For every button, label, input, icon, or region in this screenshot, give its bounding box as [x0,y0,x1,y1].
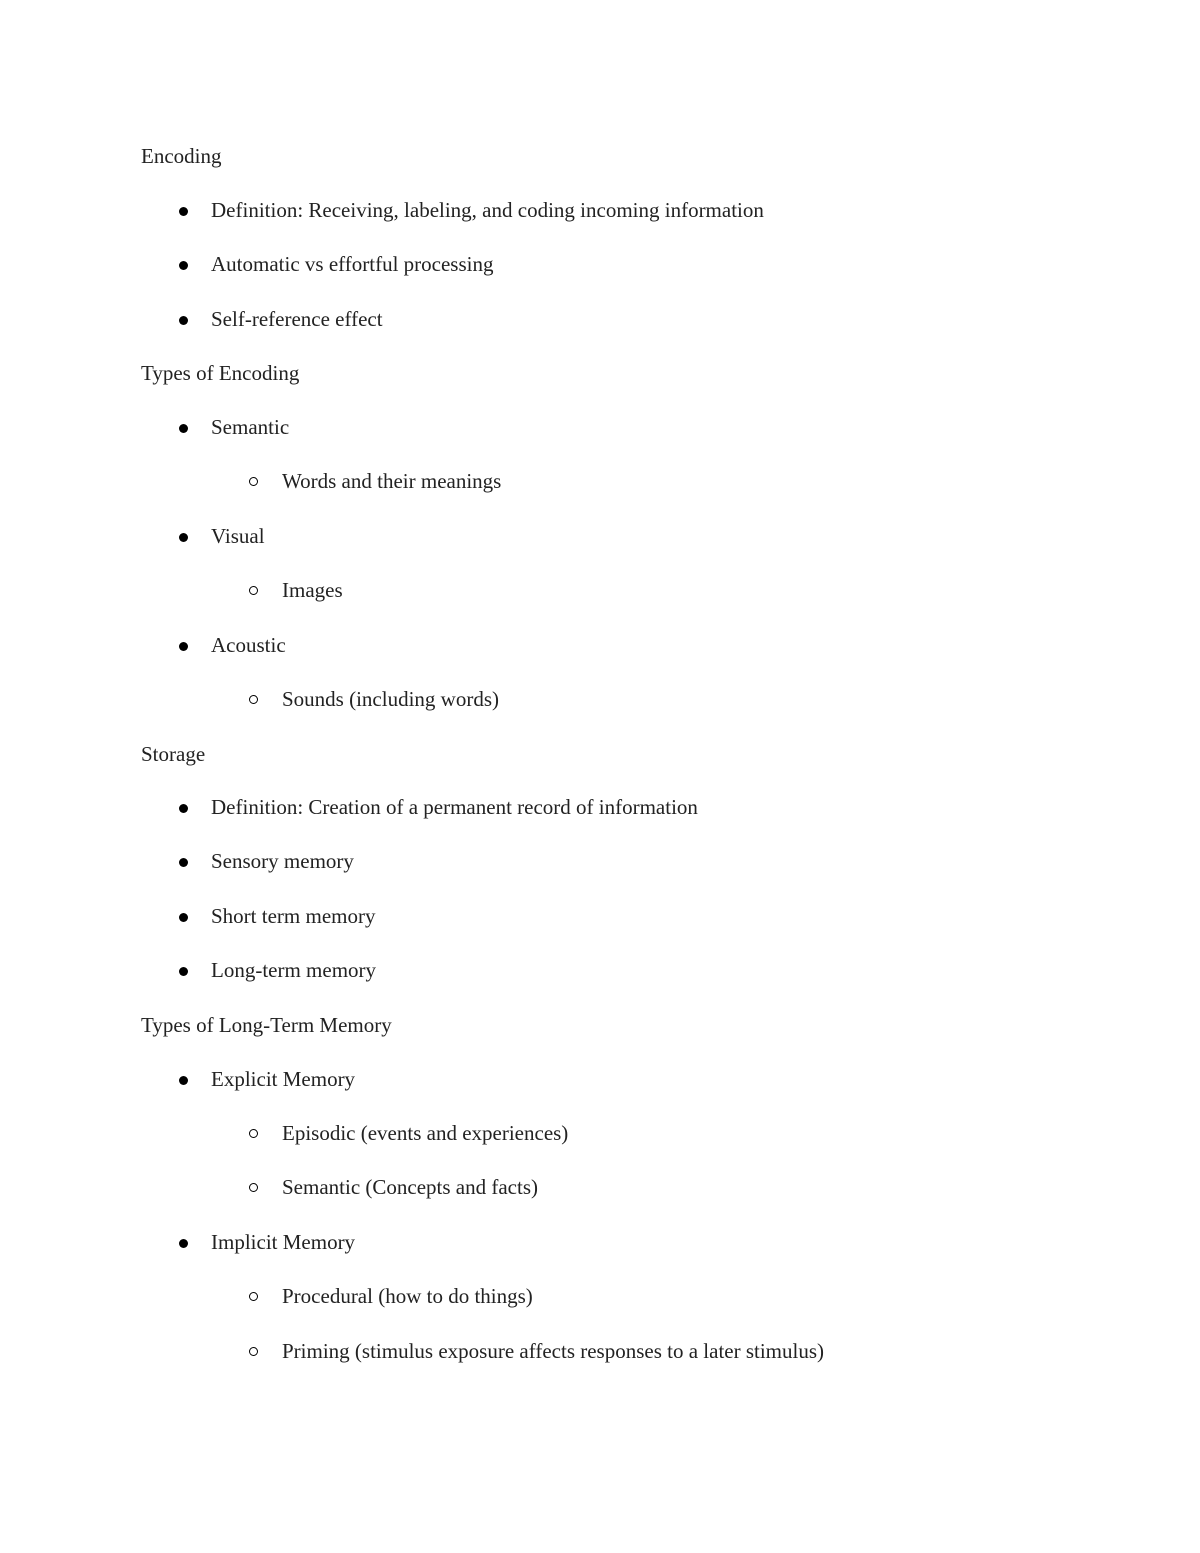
bullet-icon [179,858,188,867]
bullet-icon [179,967,188,976]
bullet-icon [179,207,188,216]
list-item: Definition: Receiving, labeling, and coding incoming information [211,198,764,222]
sub-list-item: Words and their meanings [282,469,502,493]
list-item: Acoustic [211,633,286,657]
list-item: Definition: Creation of a permanent record of information [211,795,698,819]
hollow-bullet-icon [249,1347,258,1356]
sub-list-item: Procedural (how to do things) [282,1284,533,1308]
hollow-bullet-icon [249,477,258,486]
section-heading: Storage [141,742,206,766]
hollow-bullet-icon [249,1183,258,1192]
list-item: Automatic vs effortful processing [211,252,494,276]
list-item: Visual [211,524,265,548]
sub-list-item: Semantic (Concepts and facts) [282,1175,538,1199]
bullet-icon [179,533,188,542]
bullet-icon [179,642,188,651]
bullet-icon [179,1239,188,1248]
bullet-icon [179,1076,188,1085]
list-item: Sensory memory [211,849,354,873]
bullet-icon [179,424,188,433]
section-heading: Types of Long-Term Memory [141,1013,392,1037]
sub-list-item: Episodic (events and experiences) [282,1121,569,1145]
section-heading: Types of Encoding [141,361,300,385]
list-item: Implicit Memory [211,1230,356,1254]
list-item: Explicit Memory [211,1067,356,1091]
bullet-icon [179,261,188,270]
list-item: Long-term memory [211,958,377,982]
hollow-bullet-icon [249,695,258,704]
section-heading: Encoding [141,144,222,168]
hollow-bullet-icon [249,1292,258,1301]
hollow-bullet-icon [249,1129,258,1138]
list-item: Semantic [211,415,290,439]
bullet-icon [179,804,188,813]
bullet-icon [179,316,188,325]
sub-list-item: Sounds (including words) [282,687,499,711]
bullet-icon [179,913,188,922]
list-item: Short term memory [211,904,376,928]
hollow-bullet-icon [249,586,258,595]
sub-list-item: Images [282,578,343,602]
sub-list-item: Priming (stimulus exposure affects responses to a later stimulus) [282,1339,825,1363]
list-item: Self-reference effect [211,307,383,331]
